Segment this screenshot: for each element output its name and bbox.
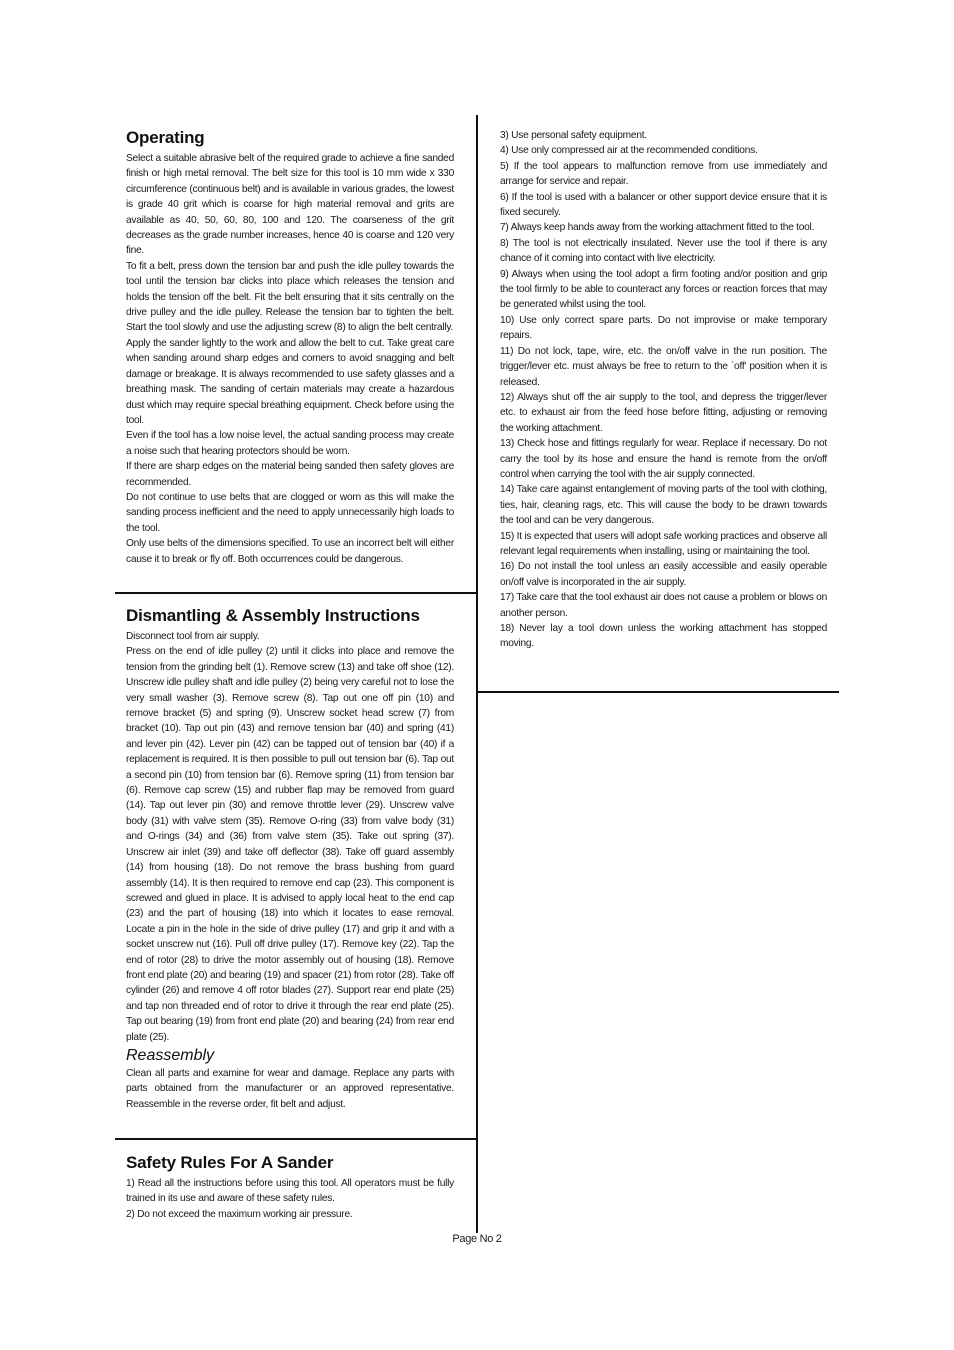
operating-heading: Operating — [126, 128, 205, 147]
safety-rule: 3) Use personal safety equipment. — [500, 130, 647, 141]
safety-rule: 11) Do not lock, tape, wire, etc. the on/off valve in the run position. The trigger/lever etc. must always be free to return to the `off' position when it is released. — [500, 345, 827, 388]
safety-rule: 16) Do not install the tool unless an easily accessible and easily operable on/off valve is incorporated in the air supply. — [500, 561, 827, 588]
dismantling-heading: Dismantling & Assembly Instructions — [126, 606, 420, 625]
safety-rule: 8) The tool is not electrically insulated. Never use the tool if there is any chance of it coming into contact with live electricity. — [500, 237, 827, 265]
dismantling-paragraph: Press on the end of idle pulley (2) until it clicks into place and remove the tension from the grinding belt (1). Remove screw (13) and take off shoe (12). Unscrew idle pulley shaft and idle pulley (2) being very careful not to lose the very small washer (3). Remove screw (8). Tap out one off pin (10) and remove bracket (5) and spring (9). Unscrew socket head screw (7) from bracket (10). Tap out pin (43) and remove tension bar (40) and spring (41) and lever pin (42). Lever pin (42) can be tapped out of tension bar (40) if a replacement is required. It is then possible to pull out tension bar (6). Tap out a second pin (10) from tension bar (6). Remove spring (11) from tension bar (6). Remove cap screw (15) and rubber flap may be removed from guard (14). Tap out lever pin (30) and remove throttle lever (29). Unscrew valve body (31) with valve stem (35). Remove O-ring (33) from valve body (31) and O-rings (34) and (36) from valve stem (35). Take out spring (37). Unscrew air inlet (39) and take off deflector (38). Take off guard assembly (14) from housing (18). Do not remove the brass bushing from guard assembly (14). It is then required to remove end cap (23). This component is screwed and glued in place. It is advised to apply local heat to the end cap (23) and the part of housing (18) into which it locates to ease removal. Locate a pin in the hole in the side of drive pulley (17) and grip it and with a socket unscrew nut (16). Pull off drive pulley (17). Remove key (22). Tap the end of rotor (28) to drive the motor assembly out of housing (18). Remove front end plate (20) and bearing (19) and spacer (21) from rotor (28). Take off cylinder (26) and remove 4 off rotor blades (27). Support rear end plate (25) and tap non threaded end of rotor to drive it through the rear end plate (25). Tap out bearing (19) from front end plate (20) and bearing (24) from rear end plate (25). — [126, 646, 454, 1043]
reassembly-heading: Reassembly — [126, 1046, 215, 1064]
safety-rule: 17) Take care that the tool exhaust air does not cause a problem or blows on another person. — [500, 592, 827, 619]
safety-rule: 12) Always shut off the air supply to the tool, and depress the trigger/lever etc. to exhaust air from the feed hose before fitting, adjusting or removing the working attachment. — [500, 391, 827, 434]
safety-rule: 7) Always keep hands away from the working attachment fitted to the tool. — [500, 222, 815, 234]
safety-rule: 13) Check hose and fittings regularly for wear. Replace if necessary. Do not carry the tool by its hose and ensure the hand is remote from the on/off control when carrying the tool with the air supply connected. — [500, 438, 827, 480]
reassembly-paragraph: Clean all parts and examine for wear and damage. Replace any parts with parts obtained from the manufacturer or an approved representative. Reassemble in the reverse order, fit belt and adjust. — [126, 1067, 454, 1110]
safety-rule: 15) It is expected that users will adopt safe working practices and observe all relevant legal requirements when installing, using or maintaining the tool. — [500, 530, 827, 557]
safety-rule: 9) Always when using the tool adopt a firm footing and/or position and grip the tool firmly to be able to counteract any forces or reaction forces that may be generated whilst using the tool. — [500, 268, 827, 311]
right-column — [500, 128, 827, 652]
operating-paragraph: To fit a belt, press down the tension bar and push the idle pulley towards the tool until the tension bar clicks into place which releases the tension and holds the tension off the belt. Fit the belt ensuring that it sits centrally on the drive pulley and the idle pulley. Release the tension bar to tighten the belt. Start the tool slowly and use the adjusting screw (8) to align the belt centrally. — [126, 260, 454, 334]
operating-paragraph: Even if the tool has a low noise level, the actual sanding process may create a noise such that hearing protectors should be worn. — [126, 430, 454, 457]
safety-heading: Safety Rules For A Sander — [126, 1153, 334, 1172]
operating-paragraph: Apply the sander lightly to the work and allow the belt to cut. Take great care when sanding around sharp edges and corners to avoid snagging and belt damage or breakage. It is always recommended to use safety glasses and a breathing mask. The sanding of certain materials may create a hazardous dust which may require special breathing equipment. Check before using the tool. — [126, 337, 454, 426]
safety-rule: 18) Never lay a tool down unless the working attachment has stopped moving. — [500, 623, 827, 650]
operating-paragraph: Only use belts of the dimensions specified. To use an incorrect belt will either cause it to break or fly off. Both occurrences could be dangerous. — [126, 538, 454, 565]
safety-section-left — [126, 1153, 454, 1222]
safety-rule: 2) Do not exceed the maximum working air pressure. — [126, 1208, 353, 1220]
section-divider-safety-right — [478, 691, 839, 693]
dismantling-paragraph: Disconnect tool from air supply. — [126, 631, 260, 642]
operating-paragraph: Do not continue to use belts that are clogged or worn as this will make the sanding process inefficient and the need to apply unnecessarily high loads to the tool. — [126, 491, 454, 534]
section-divider-dismantling — [115, 1138, 476, 1140]
safety-rule: 10) Use only correct spare parts. Do not improvise or make temporary repairs. — [500, 314, 827, 342]
operating-section — [126, 128, 454, 567]
dismantling-section — [126, 606, 454, 1112]
column-divider — [476, 115, 478, 1233]
operating-paragraph: Select a suitable abrasive belt of the required grade to achieve a fine sanded finish or high metal removal. The belt size for this tool is 10 mm wide x 330 circumference (continuous belt) and is available in various grades, the lowest is grade 40 grit which is coarse for high material removal and grits are available as 40, 50, 60, 80, 100 and 120. The coarseness of the grit decreases as the grade number increases, hence 40 is coarse and 120 very fine. — [126, 153, 454, 257]
safety-rule: 1) Read all the instructions before using this tool. All operators must be fully trained in its use and aware of these safety rules. — [126, 1178, 454, 1205]
operating-paragraph: If there are sharp edges on the material being sanded then safety gloves are recommended. — [126, 461, 454, 488]
safety-rule: 4) Use only compressed air at the recommended conditions. — [500, 145, 758, 157]
safety-rule: 6) If the tool is used with a balancer or other support device ensure that it is fixed securely. — [500, 191, 827, 219]
left-column — [126, 128, 454, 1220]
safety-rule: 14) Take care against entanglement of moving parts of the tool with clothing, ties, hair, cleaning rags, etc. This will cause the body to be drawn towards the tool and can be very dangerous. — [500, 484, 827, 527]
section-divider-operating — [115, 592, 476, 594]
safety-rule: 5) If the tool appears to malfunction remove from use immediately and arrange for service and repair. — [500, 160, 827, 188]
page-number: Page No 2 — [452, 1233, 502, 1245]
